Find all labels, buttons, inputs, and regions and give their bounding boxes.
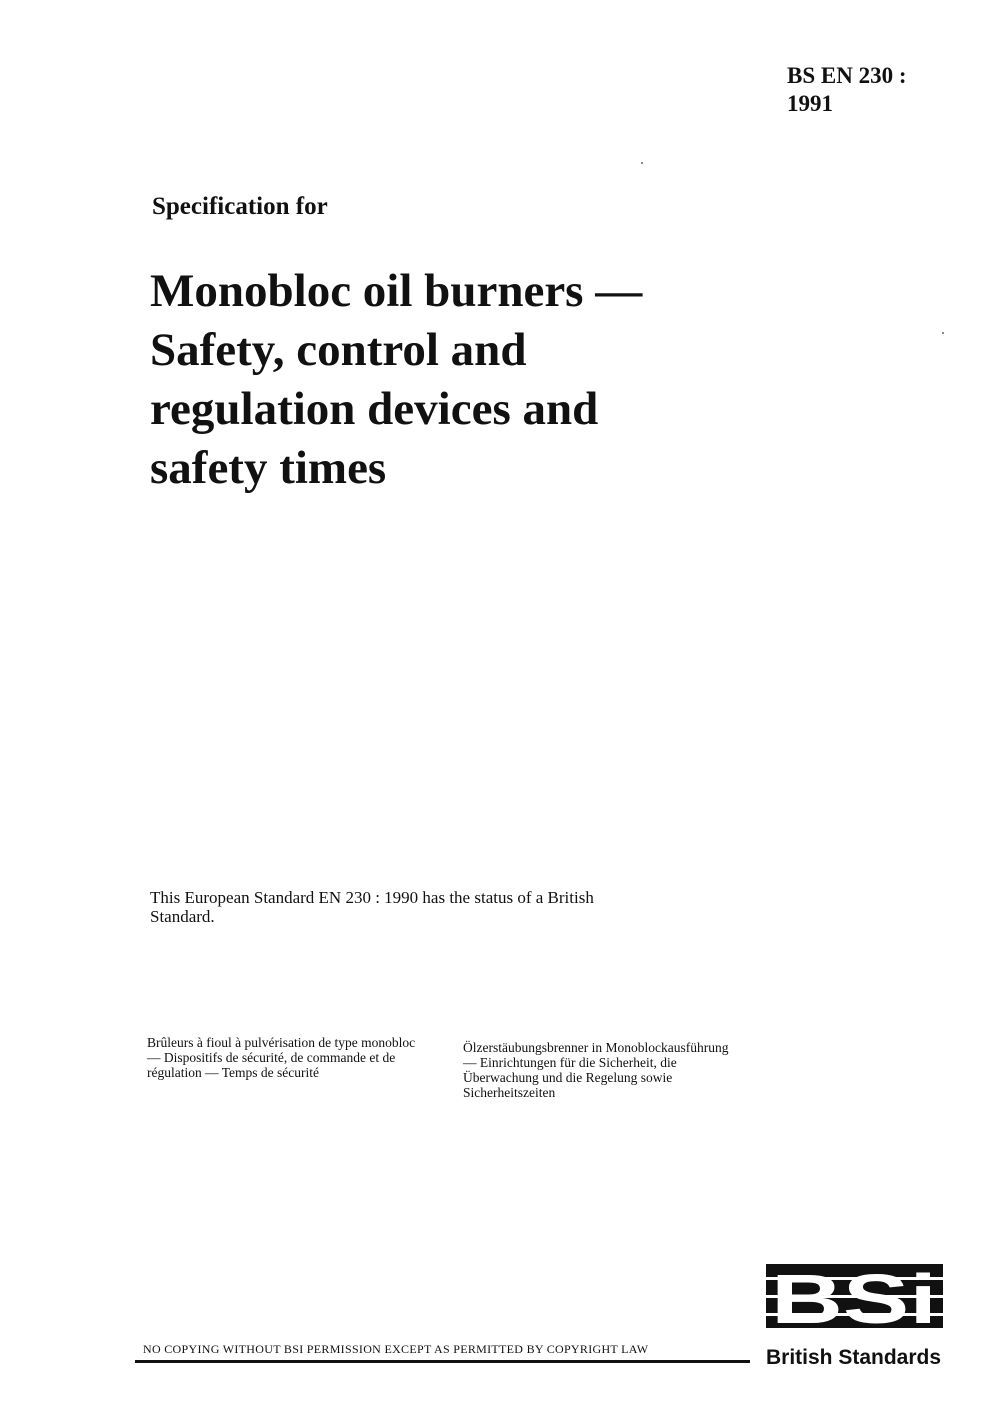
pre-title: Specification for <box>152 193 328 220</box>
standard-number <box>787 62 977 118</box>
bsi-logo <box>766 1264 943 1328</box>
title-line: Safety, control and <box>150 324 527 376</box>
document-title <box>150 262 850 498</box>
bsi-caption: British Standards <box>766 1346 942 1369</box>
german-title: Ölzerstäubungsbrenner in Monoblockausführung — Einrichtungen für die Sicherheit, die Überwachung und die Regelung sowie Sicherheitszeiten <box>463 1040 729 1100</box>
title-line: safety times <box>150 442 387 494</box>
footer-rule <box>135 1360 750 1363</box>
title-line: regulation devices and <box>150 383 599 435</box>
copyright-notice: NO COPYING WITHOUT BSI PERMISSION EXCEPT AS PERMITTED BY COPYRIGHT LAW <box>143 1342 649 1356</box>
title-line: Monobloc oil burners — <box>150 265 643 317</box>
scan-speck <box>641 162 643 164</box>
standard-number-line1: BS EN 230 : <box>787 63 907 88</box>
status-note: This European Standard EN 230 : 1990 has the status of a British Standard. <box>150 888 594 926</box>
standard-number-line2: 1991 <box>787 91 833 116</box>
scan-speck <box>942 332 944 334</box>
french-title: Brûleurs à fioul à pulvérisation de type monobloc — Dispositifs de sécurité, de commande et de régulation — Temps de sécurité <box>147 1035 416 1080</box>
bsi-logo-text: BSi <box>771 1264 937 1328</box>
